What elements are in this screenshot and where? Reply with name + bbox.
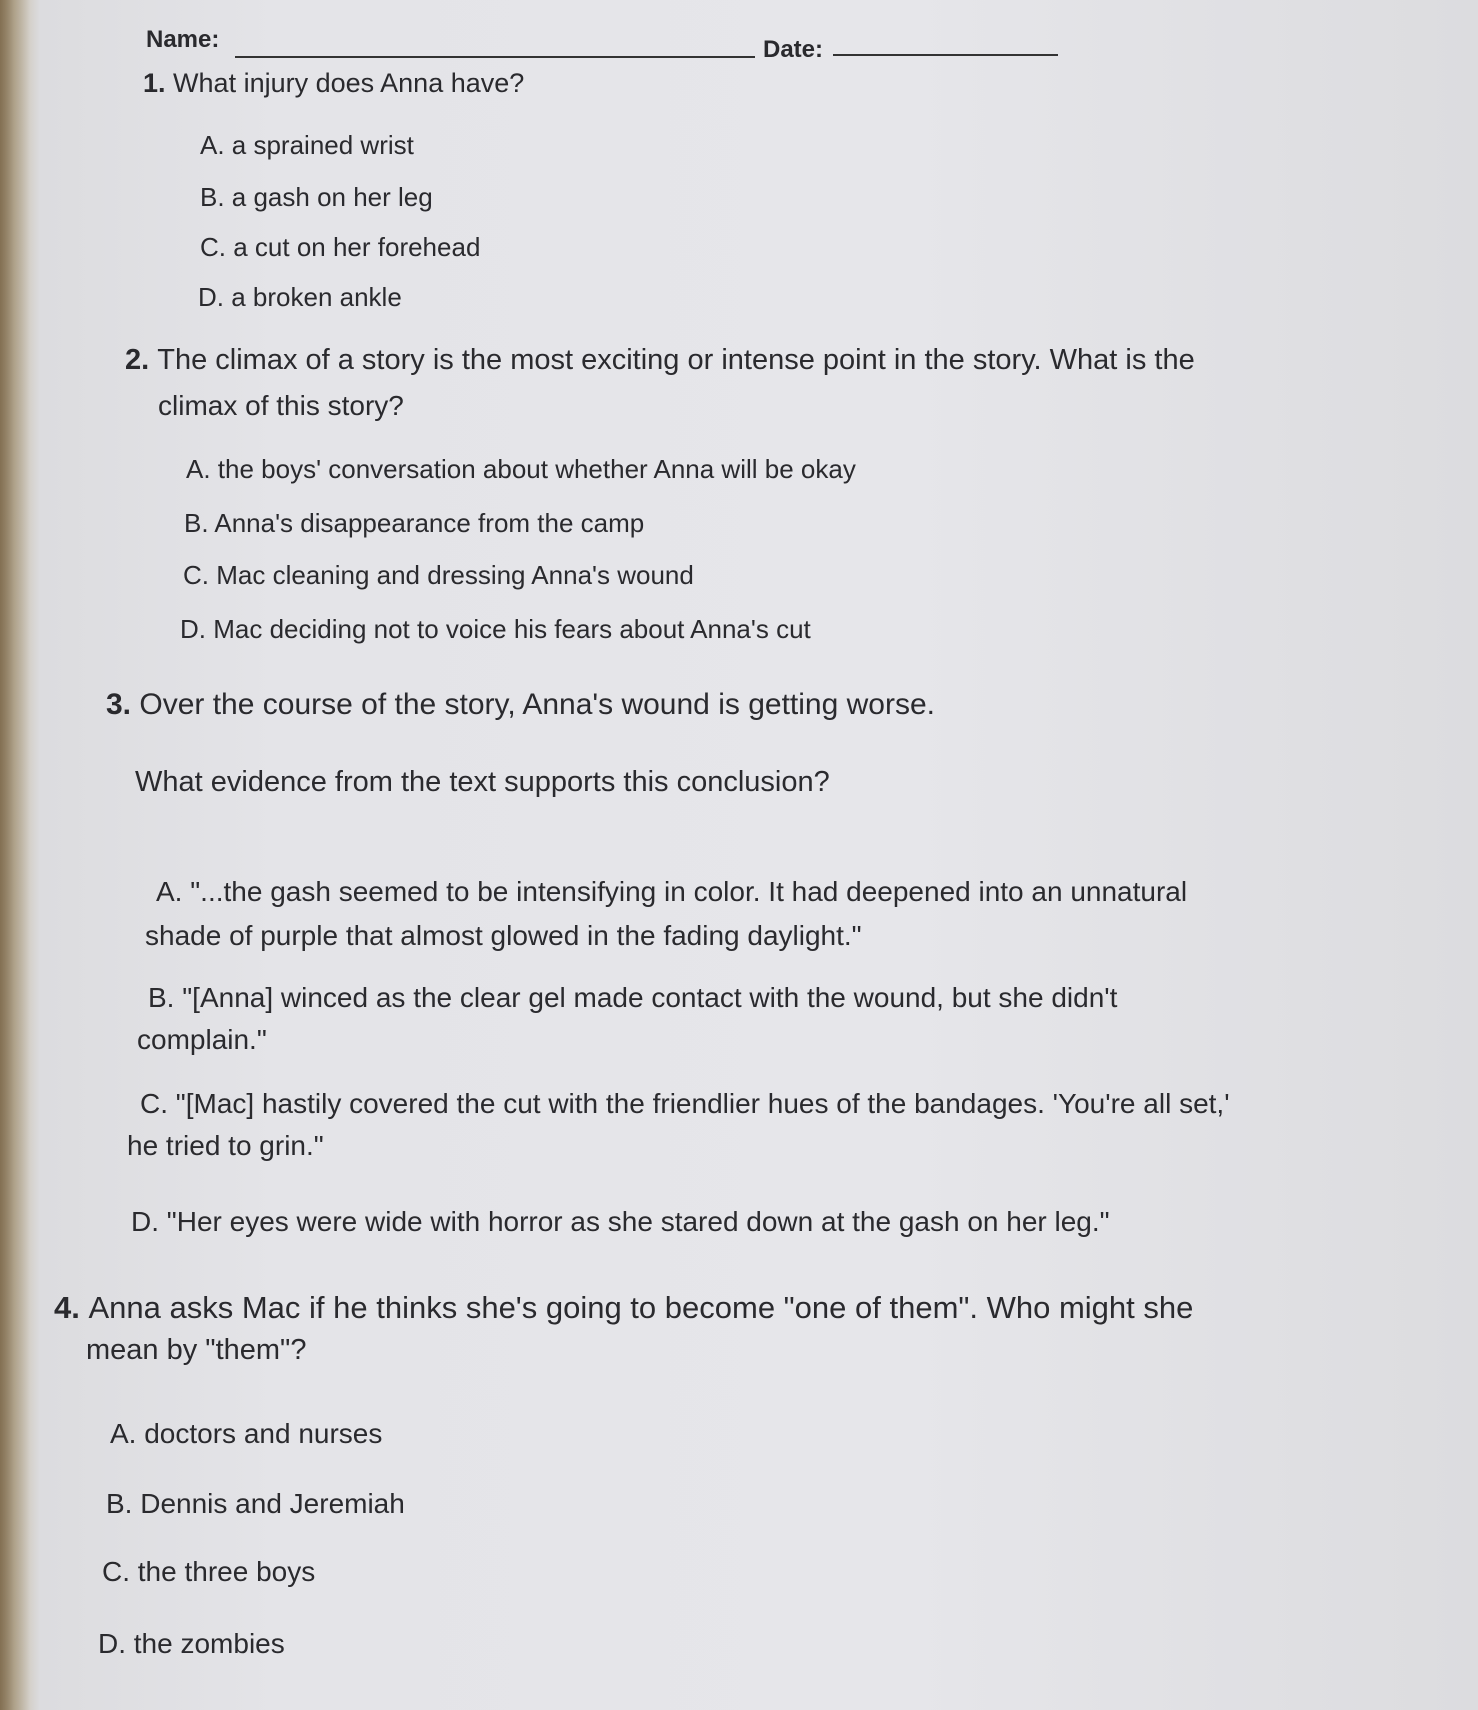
name-label: Name: bbox=[146, 26, 220, 53]
question-1-option-a: A. a sprained wrist bbox=[200, 130, 414, 160]
question-3-option-a-line1: A. "...the gash seemed to be intensifying in color. It had deepened into an unnatural bbox=[156, 876, 1188, 907]
question-4-text-line1: Anna asks Mac if he thinks she's going to become "one of them". Who might she bbox=[88, 1290, 1194, 1325]
question-3-option-c-line1: C. "[Mac] hastily covered the cut with the friendlier hues of the bandages. 'You're all set,' bbox=[140, 1088, 1230, 1119]
date-blank-line bbox=[833, 54, 1058, 56]
name-blank-line bbox=[235, 56, 755, 58]
question-4-number: 4. bbox=[54, 1290, 80, 1325]
page-edge-shadow bbox=[0, 0, 30, 1710]
question-1-number: 1. bbox=[143, 68, 166, 98]
question-3-option-b-line1: B. "[Anna] winced as the clear gel made contact with the wound, but she didn't bbox=[148, 982, 1118, 1013]
question-3-prompt: What evidence from the text supports this conclusion? bbox=[135, 766, 830, 798]
question-3-option-c-line2: he tried to grin." bbox=[127, 1130, 324, 1161]
question-4 bbox=[54, 1290, 1193, 1326]
question-1-option-b: B. a gash on her leg bbox=[200, 182, 433, 212]
question-1-option-d: D. a broken ankle bbox=[198, 282, 402, 312]
question-2-option-c: C. Mac cleaning and dressing Anna's wound bbox=[183, 560, 694, 590]
question-2-number: 2. bbox=[125, 344, 150, 376]
question-3-option-b-line2: complain." bbox=[137, 1024, 267, 1055]
question-2-option-a: A. the boys' conversation about whether Anna will be okay bbox=[186, 454, 856, 484]
question-2-option-d: D. Mac deciding not to voice his fears about Anna's cut bbox=[180, 614, 811, 644]
question-4-option-a: A. doctors and nurses bbox=[110, 1418, 383, 1449]
question-4-option-b: B. Dennis and Jeremiah bbox=[106, 1488, 405, 1519]
question-3 bbox=[106, 688, 935, 722]
question-4-option-c: C. the three boys bbox=[102, 1556, 316, 1587]
question-4-text-line2: mean by "them"? bbox=[86, 1334, 307, 1366]
question-3-number: 3. bbox=[106, 688, 132, 721]
question-1-option-c: C. a cut on her forehead bbox=[200, 232, 481, 262]
question-3-option-d-line1: D. "Her eyes were wide with horror as she stared down at the gash on her leg." bbox=[131, 1206, 1110, 1237]
question-3-text: Over the course of the story, Anna's wound is getting worse. bbox=[139, 688, 935, 721]
question-2-text-line1: The climax of a story is the most exciting or intense point in the story. What is the bbox=[157, 344, 1195, 376]
date-label: Date: bbox=[763, 36, 824, 63]
question-3-option-a-line2: shade of purple that almost glowed in the fading daylight." bbox=[145, 920, 862, 951]
question-2-text-line2: climax of this story? bbox=[158, 390, 404, 421]
question-2 bbox=[125, 344, 1195, 377]
question-1 bbox=[143, 68, 524, 99]
question-1-text: What injury does Anna have? bbox=[173, 68, 525, 98]
question-2-option-b: B. Anna's disappearance from the camp bbox=[184, 508, 645, 538]
question-4-option-d: D. the zombies bbox=[98, 1628, 285, 1659]
